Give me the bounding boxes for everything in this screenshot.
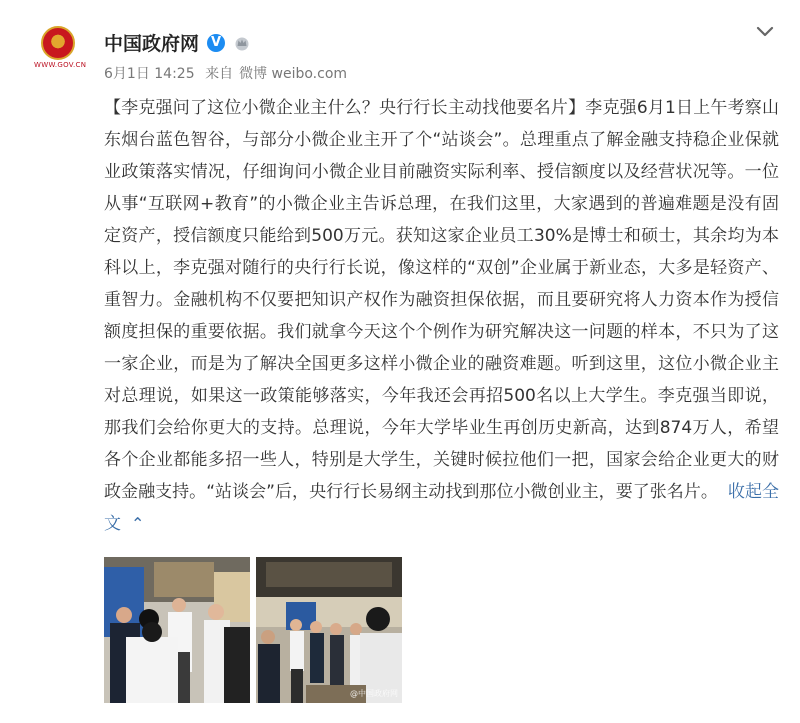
post-source: 微博 weibo.com [239, 66, 348, 82]
account-name[interactable]: 中国政府网 [104, 33, 200, 55]
avatar[interactable] [34, 26, 87, 74]
post-meta [104, 63, 353, 83]
chevron-up-icon[interactable]: ⌃ [131, 514, 145, 533]
post-date[interactable]: 6月1日 14:25 [104, 66, 195, 82]
account-header [104, 29, 251, 56]
photo-watermark: @中国政府网 [350, 689, 398, 698]
chevron-down-icon[interactable] [752, 20, 778, 42]
photo-1 [104, 557, 250, 703]
photo-2 [256, 557, 402, 703]
source-prefix: 来自 [205, 66, 234, 82]
collapse-button[interactable]: 收起全文 [104, 482, 779, 534]
avatar-caption: WWW.GOV.CN [34, 61, 87, 69]
post-body: 【李克强问了这位小微企业主什么？央行行长主动找他要名片】李克强6月1日上午考察山东烟台蓝色智谷，与部分小微企业主开了个“站谈会”。总理重点了解金融支持稳企业保就业政策落实情况，仔细询问小微企业目前融资实际利率、授信额度以及经营状况等。一位从事“互联网+教育”的小微企业主告诉总理，在我们这里，大家遇到的普遍难题是没有固定资产，授信额度只能给到500万元。获知这家企业员工30%是博士和硕士，其余均为本科以上，李克强对随行的央行行长说，像这样的“双创”企业属于新业态，大多是轻资产、重智力。金融机构不仅要把知识产权作为融资担保依据，而且要研究将人力资本作为授信额度担保的重要依据。我们就拿今天这个个例作为研究解决这一问题的样本，不只为了这一家企业，而是为了解决全国更多这样小微企业的融资难题。听到这里，这位小微企业主对总理说，如果这一政策能够落实，今年我还会再招500名以上大学生。李克强当即说，那我们会给你更大的支持。总理说，今年大学毕业生再创历史新高，达到874万人，希望各个企业都能多招一些人，特别是大学生，关键时候拉他们一把，国家会给企业更大的财政金融支持。“站谈会”后，央行行长易纲主动找到那位小微创业主，要了张名片。 [104, 98, 779, 502]
verified-icon: V [207, 34, 225, 52]
post-text [104, 92, 779, 540]
crown-icon [233, 35, 251, 51]
post-image-1[interactable] [104, 557, 250, 703]
post-image-2[interactable] [256, 557, 402, 703]
national-emblem-icon [41, 26, 75, 60]
